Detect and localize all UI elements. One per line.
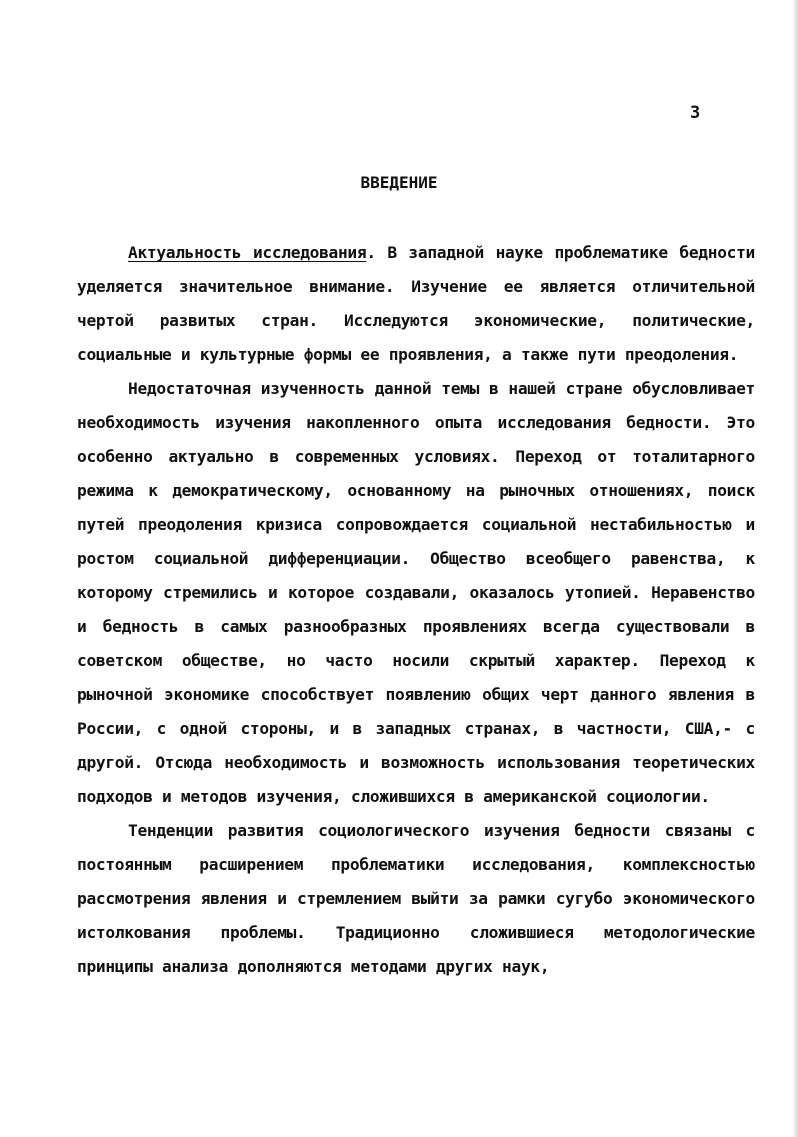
paragraph-relevance — [77, 236, 755, 372]
paragraph-text: . В западной науке проблематике бедности уделяется значительное внимание. Изучение ее является отличительной чертой развитых стран. Исследуются экономические, политические, социальные и культурные формы ее проявления, а также пути преодоления. — [77, 243, 755, 364]
section-heading: ВВЕДЕНИЕ — [360, 173, 438, 192]
paragraph-trends: Тенденции развития социологического изучения бедности связаны с постоянным расширением проблематики исследования, комплексностью рассмотрения явления и стремлением выйти за рамки сугубо экономического истолкования проблемы. Традиционно сложившиеся методологические принципы анализа дополняются методами других наук, — [77, 821, 755, 976]
scan-edge-shadow — [792, 0, 798, 1137]
document-body — [77, 236, 755, 984]
relevance-lead-term: Актуальность исследования — [128, 243, 367, 262]
page-number: 3 — [690, 103, 701, 123]
paragraph-insufficient-study: Недостаточная изученность данной темы в нашей стране обусловливает необходимость изучения накопленного опыта исследования бедности. Это особенно актуально в современных условиях. Переход от тоталитарного режима к демократическому, основанному на рыночных отношениях, поиск путей преодоления кризиса сопровождается социальной нестабильностью и ростом социальной дифференциации. Общество всеобщего равенства, к которому стремились и которое создавали, оказалось утопией. Неравенство и бедность в самых разнообразных проявлениях всегда существовали в советском обществе, но часто носили скрытый характер. Переход к рыночной экономике способствует появлению общих черт данного явления в России, с одной стороны, и в западных странах, в частности, США,- с другой. Отсюда необходимость и возможность использования теоретических подходов и методов изучения, сложившихся в американской социологии. — [77, 379, 755, 806]
